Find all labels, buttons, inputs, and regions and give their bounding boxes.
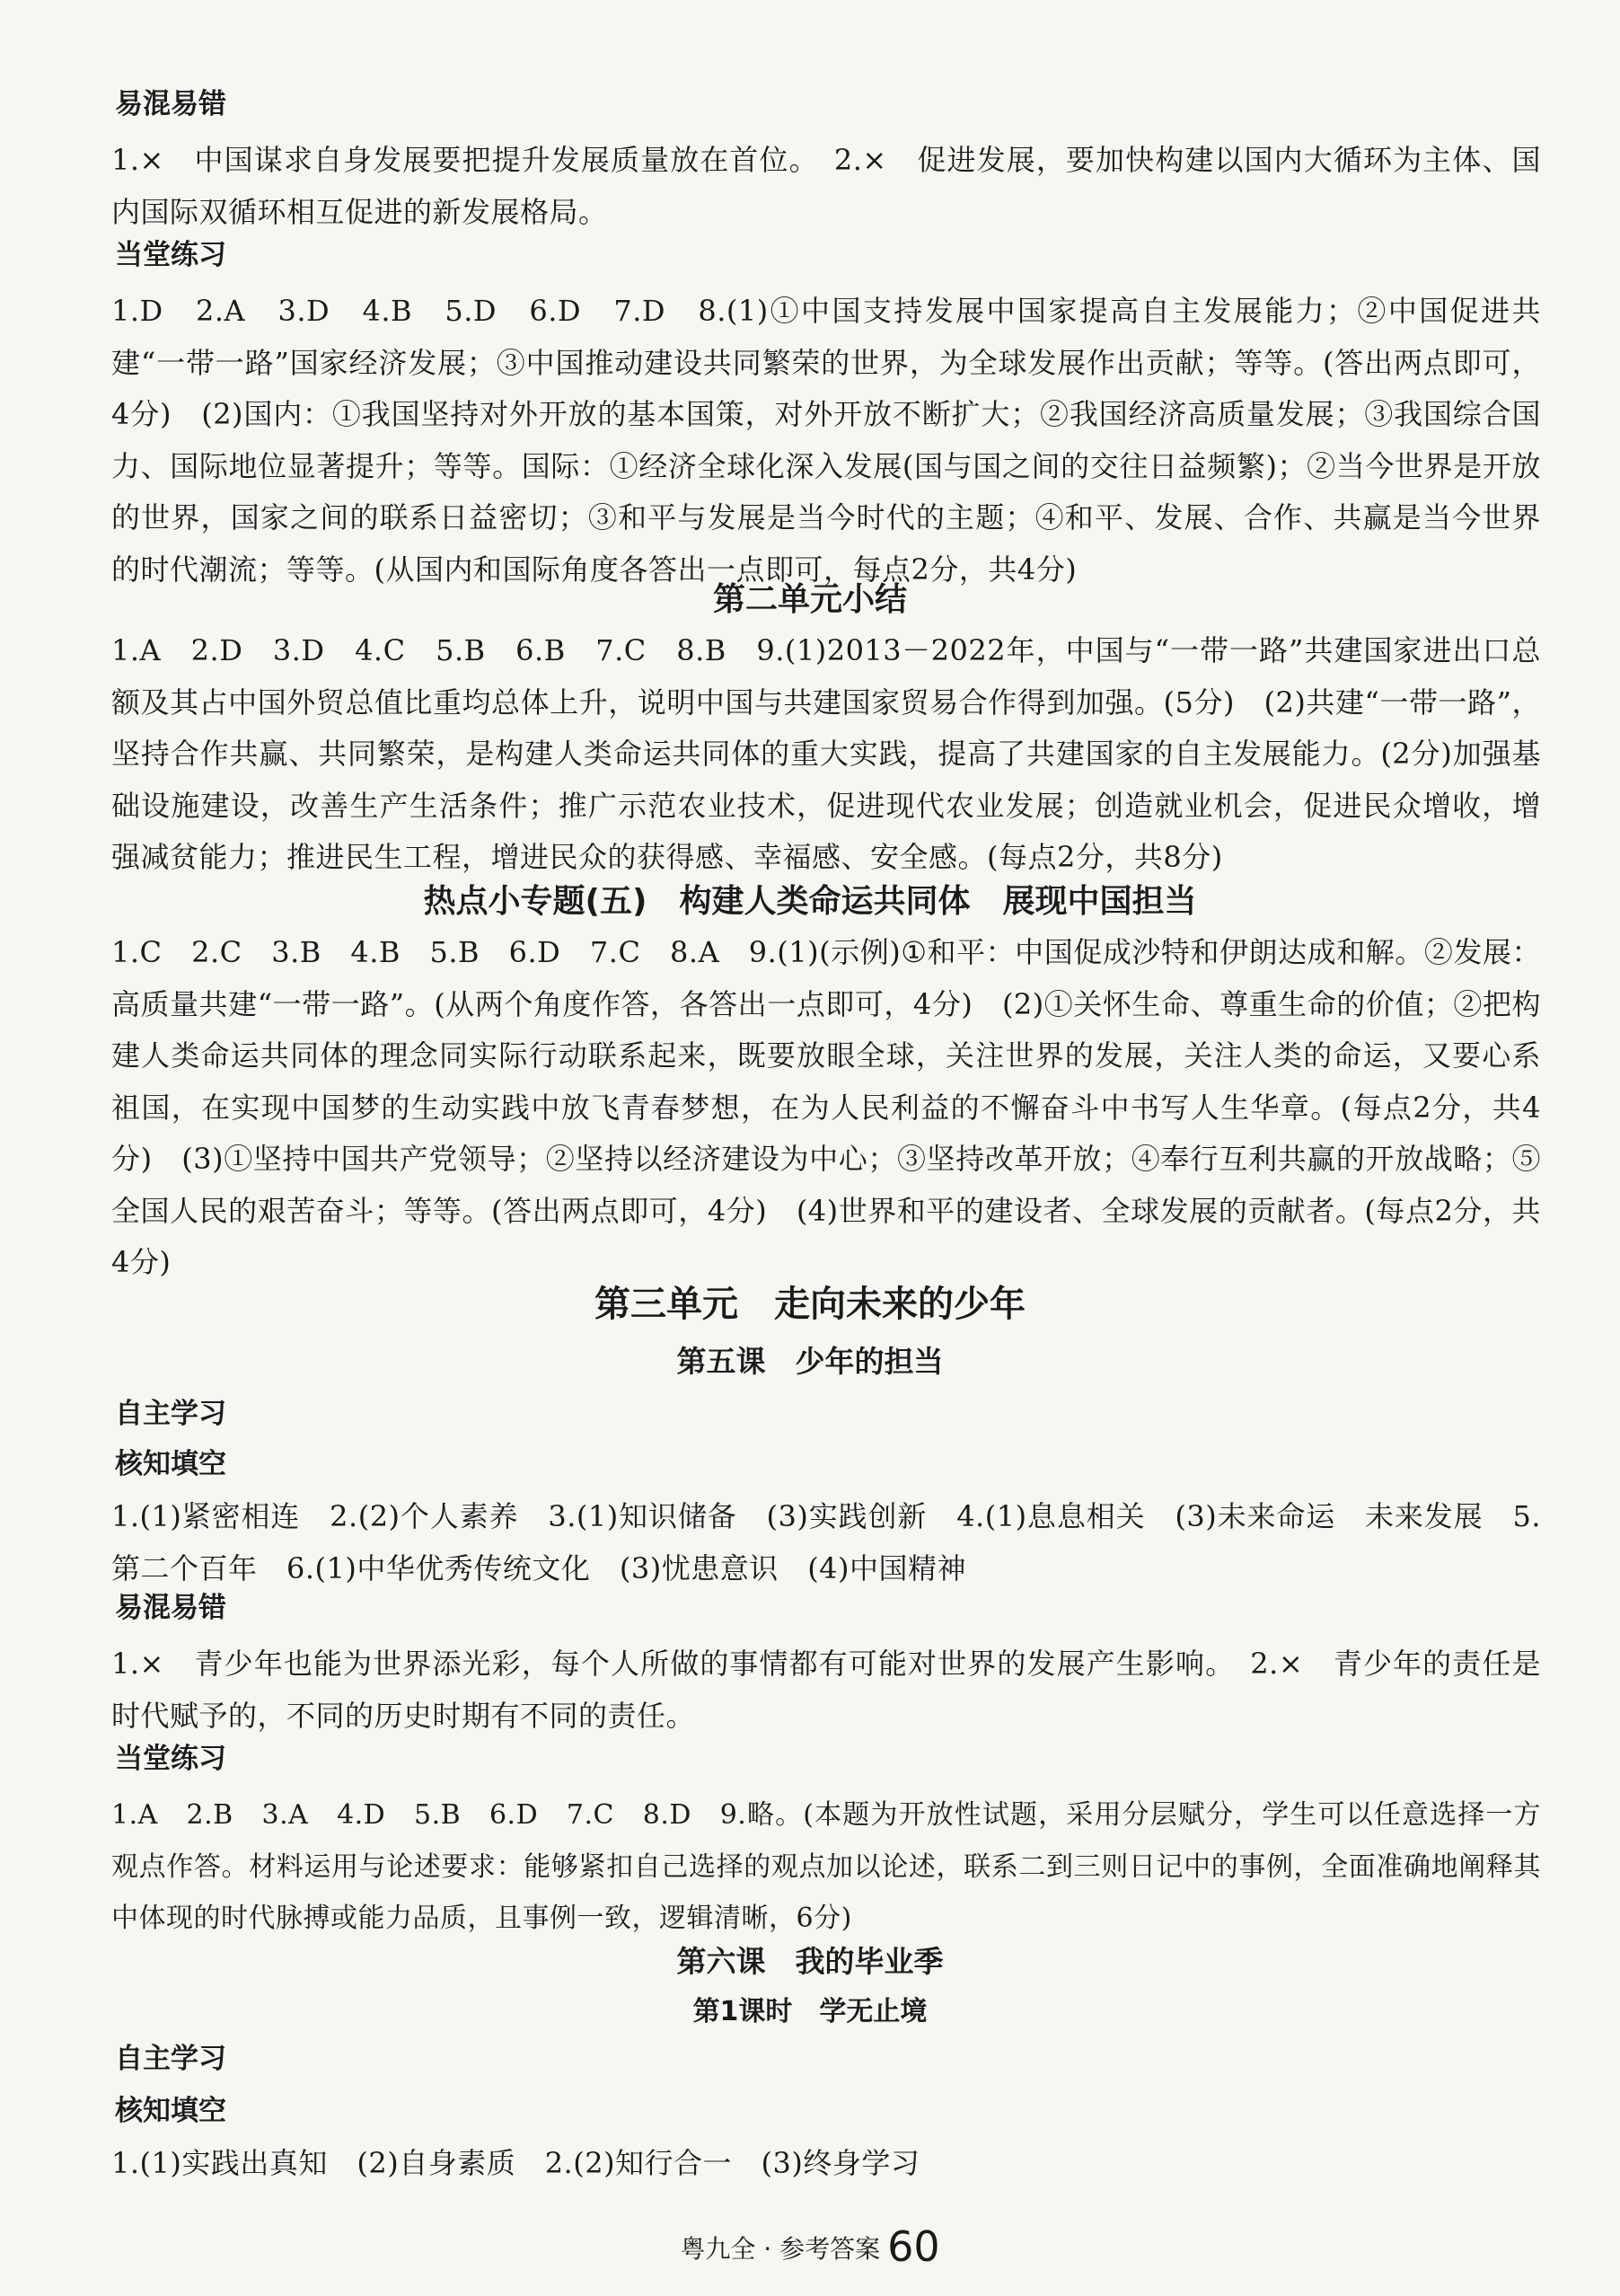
heading-lesson6: 第六课 我的毕业季 — [676, 1944, 944, 1979]
section-label-confusion-2: 易混易错 — [115, 1592, 226, 1624]
confusion-answers-1: 1.× 中国谋求自身发展要把提升发展质量放在首位。 2.× 促进发展，要加快构建以国内大循环为主体、国内国际双循环相互促进的新发展格局。 — [111, 143, 1541, 229]
section-label-self-study: 自主学习 — [115, 1398, 226, 1430]
section-label-self-study-2: 自主学习 — [115, 2043, 226, 2075]
heading-lesson5: 第五课 少年的担当 — [676, 1344, 944, 1379]
practice-answers-1: 1.D 2.A 3.D 4.B 5.D 6.D 7.D 8.(1)①中国支持发展中国家提高自主发展能力；②中国促进共建“一带一路”国家经济发展；③中国推动建设共同繁荣的世界，为全球发展作出贡献；等等。(答出两点即可，4分) (2)国内：①我国坚持对外开放的基本国策，对外开放不断扩大；②我国经济高质量发展；③我国综合国力、国际地位显著提升；等等。国际：①经济全球化深入发展(国与国之间的交往日益频繁)；②当今世界是开放的世界，国家之间的联系日益密切；③和平与发展是当今时代的主题；④和平、发展、合作、共赢是当今世界的时代潮流；等等。(从国内和国际角度各答出一点即可，每点2分，共4分) — [111, 294, 1541, 587]
section-label-confusion: 易混易错 — [115, 88, 226, 120]
unit2-summary-answers: 1.A 2.D 3.D 4.C 5.B 6.B 7.C 8.B 9.(1)2013－2022年，中国与“一带一路”共建国家进出口总额及其占中国外贸总值比重均总体上升，说明中国与共建国家贸易合作得到加强。(5分) (2)共建“一带一路”，坚持合作共赢、共同繁荣，是构建人类命运共同体的重大实践，提高了共建国家的自主发展能力。(2分)加强基础设施建设，改善生产生活条件；推广示范农业技术，促进现代农业发展；创造就业机会，促进民众增收，增强减贫能力；推进民生工程，增进民众的获得感、幸福感、安全感。(每点2分，共8分) — [111, 633, 1541, 874]
fill-blank-answers-1: 1.(1)紧密相连 2.(2)个人素养 3.(1)知识储备 (3)实践创新 4.(1)息息相关 (3)未来命运 未来发展 5.第二个百年 6.(1)中华优秀传统文化 (3)忧患意识 (4)中国精神 — [111, 1499, 1541, 1585]
footer-label: 粤九全 · 参考答案 — [680, 2234, 881, 2264]
section-label-practice: 当堂练习 — [115, 239, 226, 271]
section-label-fill-blank: 核知填空 — [115, 1448, 226, 1480]
fill-blank-answers-2: 1.(1)实践出真知 (2)自身素质 2.(2)知行合一 (3)终身学习 — [111, 2146, 920, 2180]
page-footer — [0, 2224, 1620, 2272]
heading-hot-topic-5: 热点小专题(五) 构建人类命运共同体 展现中国担当 — [423, 883, 1197, 920]
heading-period1: 第1课时 学无止境 — [692, 1996, 928, 2027]
confusion-answers-2: 1.× 青少年也能为世界添光彩，每个人所做的事情都有可能对世界的发展产生影响。 2.× 青少年的责任是时代赋予的，不同的历史时期有不同的责任。 — [111, 1647, 1541, 1733]
heading-unit2-summary: 第二单元小结 — [712, 581, 907, 618]
section-label-practice-2: 当堂练习 — [115, 1743, 226, 1775]
section-label-fill-blank-2: 核知填空 — [115, 2095, 226, 2127]
practice-answers-2: 1.A 2.B 3.A 4.D 5.B 6.D 7.C 8.D 9.略。(本题为开放性试题，采用分层赋分，学生可以任意选择一方观点作答。材料运用与论述要求：能够紧扣自己选择的观点加以论述，联系二到三则日记中的事例，全面准确地阐释其中体现的时代脉搏或能力品质，且事例一致，逻辑清晰，6分) — [111, 1799, 1541, 1934]
page-number: 60 — [887, 2222, 940, 2271]
hot-topic-answers: 1.C 2.C 3.B 4.B 5.B 6.D 7.C 8.A 9.(1)(示例)①和平：中国促成沙特和伊朗达成和解。②发展：高质量共建“一带一路”。(从两个角度作答，各答出一点即可，4分) (2)①关怀生命、尊重生命的价值；②把构建人类命运共同体的理念同实际行动联系起来，既要放眼全球，关注世界的发展，关注人类的命运，又要心系祖国，在实现中国梦的生动实践中放飞青春梦想，在为人民利益的不懈奋斗中书写人生华章。(每点2分，共4分) (3)①坚持中国共产党领导；②坚持以经济建设为中心；③坚持改革开放；④奉行互利共赢的开放战略；⑤全国人民的艰苦奋斗；等等。(答出两点即可，4分) (4)世界和平的建设者、全球发展的贡献者。(每点2分，共4分) — [111, 935, 1541, 1279]
heading-unit3: 第三单元 走向未来的少年 — [594, 1284, 1026, 1325]
